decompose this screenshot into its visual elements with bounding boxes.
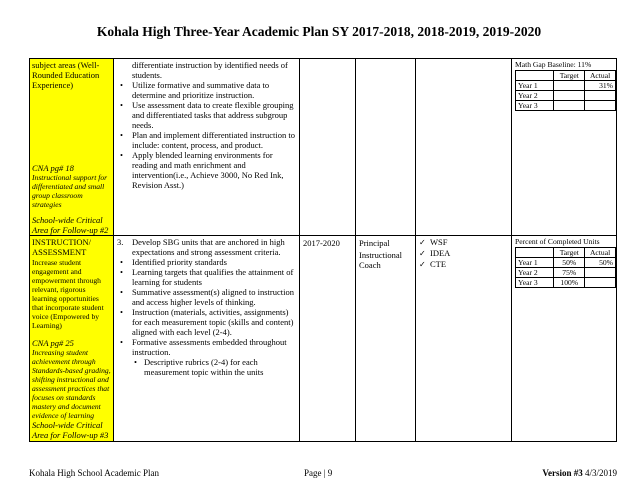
cna-description: Increasing student achievement through Standards-based grading, shifting instructional and assessment practices that focuses on standards mastery and document evidence of learning bbox=[32, 348, 111, 420]
list-item: • Learning targets that qualifies the attainment of learning for students bbox=[114, 267, 299, 287]
metric-table bbox=[515, 70, 616, 111]
focus-area-description: Increase student engagement and empowerment through relevant, rigorous learning opportunities that incorporate student voice (Empowered by Learning) bbox=[32, 258, 104, 330]
table-row bbox=[30, 235, 616, 441]
funding-wsf: ✓ WSF bbox=[416, 237, 511, 248]
list-item: • Identified priority standards bbox=[114, 257, 299, 267]
list-item: • Formative assessments embedded throughout instruction. bbox=[114, 337, 299, 357]
focus-area-title: INSTRUCTION/ ASSESSMENT bbox=[32, 237, 92, 257]
strategy-text: Develop SBG units that are anchored in high expectations and strong assessment criteria. bbox=[132, 237, 285, 257]
metric-row: Year 1 50% 50% bbox=[516, 258, 616, 268]
strategy-continuation: differentiate instruction by identified needs of students. bbox=[132, 60, 288, 80]
sub-list-item: • Descriptive rubrics (2-4) for each measurement topic within the units bbox=[114, 357, 299, 377]
metric-row: Year 2 75% bbox=[516, 268, 616, 278]
responsible-cell bbox=[356, 59, 416, 235]
list-item: • Apply blended learning environments for reading and math enrichment and intervention(i.e., Achieve 3000, No Red Ink, Revision Asst.) bbox=[114, 150, 299, 190]
funding-cell bbox=[416, 59, 512, 235]
strategy-cell bbox=[114, 236, 300, 441]
strategy-number: 3. bbox=[117, 237, 124, 247]
list-item: • Utilize formative and summative data to determine and prioritize instruction. bbox=[114, 80, 299, 100]
footer-version bbox=[542, 468, 617, 478]
responsible-cell bbox=[356, 236, 416, 441]
strategy-item bbox=[114, 237, 299, 257]
metric-cell bbox=[512, 59, 616, 235]
footer-doc-name: Kohala High School Academic Plan bbox=[29, 468, 159, 478]
critical-area-followup: School-wide Critical Area for Follow-up #3 bbox=[32, 420, 109, 440]
list-item: • Summative assessment(s) aligned to instruction and access higher levels of thinking. bbox=[114, 287, 299, 307]
metric-title: Percent of Completed Units bbox=[515, 237, 600, 246]
metric-cell bbox=[512, 236, 616, 441]
metric-row: Year 1 31% bbox=[516, 81, 616, 91]
timeline-cell bbox=[300, 236, 356, 441]
metric-row: Year 3 100% bbox=[516, 278, 616, 288]
metric-table bbox=[515, 247, 616, 288]
footer-version-label: Version #3 bbox=[542, 468, 583, 478]
metric-header-row: Target Actual bbox=[516, 248, 616, 258]
metric-row: Year 2 bbox=[516, 91, 616, 101]
focus-area-cell bbox=[30, 59, 114, 235]
footer-date: 4/3/2019 bbox=[584, 468, 617, 478]
page-title: Kohala High Three-Year Academic Plan SY 2017-2018, 2018-2019, 2019-2020 bbox=[96, 24, 542, 39]
cna-reference: CNA pg# 18 bbox=[32, 163, 74, 173]
cna-description: Instructional support for differentiated and small group classroom strategies bbox=[32, 173, 108, 209]
metric-row: Year 3 bbox=[516, 101, 616, 111]
metric-title: Math Gap Baseline: 11% bbox=[515, 60, 592, 69]
focus-area-text: subject areas (Well-Rounded Education Experience) bbox=[32, 60, 100, 90]
cna-reference: CNA pg# 25 bbox=[32, 338, 74, 348]
critical-area-followup: School-wide Critical Area for Follow-up #2 bbox=[32, 215, 109, 235]
list-item: • Use assessment data to create flexible grouping and differentiated tasks that address subgroup needs. bbox=[114, 100, 299, 130]
responsible-principal: Principal bbox=[359, 238, 390, 248]
list-item: • Plan and implement differentiated instruction to include: content, process, and product. bbox=[114, 130, 299, 150]
funding-cell bbox=[416, 236, 512, 441]
funding-cte: ✓ CTE bbox=[416, 259, 511, 270]
responsible-coach: Instructional Coach bbox=[359, 250, 402, 270]
metric-header-row: Target Actual bbox=[516, 71, 616, 81]
focus-area-cell bbox=[30, 236, 114, 441]
footer-page-number: Page | 9 bbox=[304, 468, 333, 478]
funding-idea: ✓ IDEA bbox=[416, 248, 511, 259]
list-item: • Instruction (materials, activities, assignments) for each measurement topic (skills and content) aligned with each level (2-4). bbox=[114, 307, 299, 337]
plan-table bbox=[29, 58, 617, 442]
timeline-text: 2017-2020 bbox=[303, 238, 340, 248]
strategy-cell bbox=[114, 59, 300, 235]
table-row bbox=[30, 59, 616, 235]
timeline-cell bbox=[300, 59, 356, 235]
